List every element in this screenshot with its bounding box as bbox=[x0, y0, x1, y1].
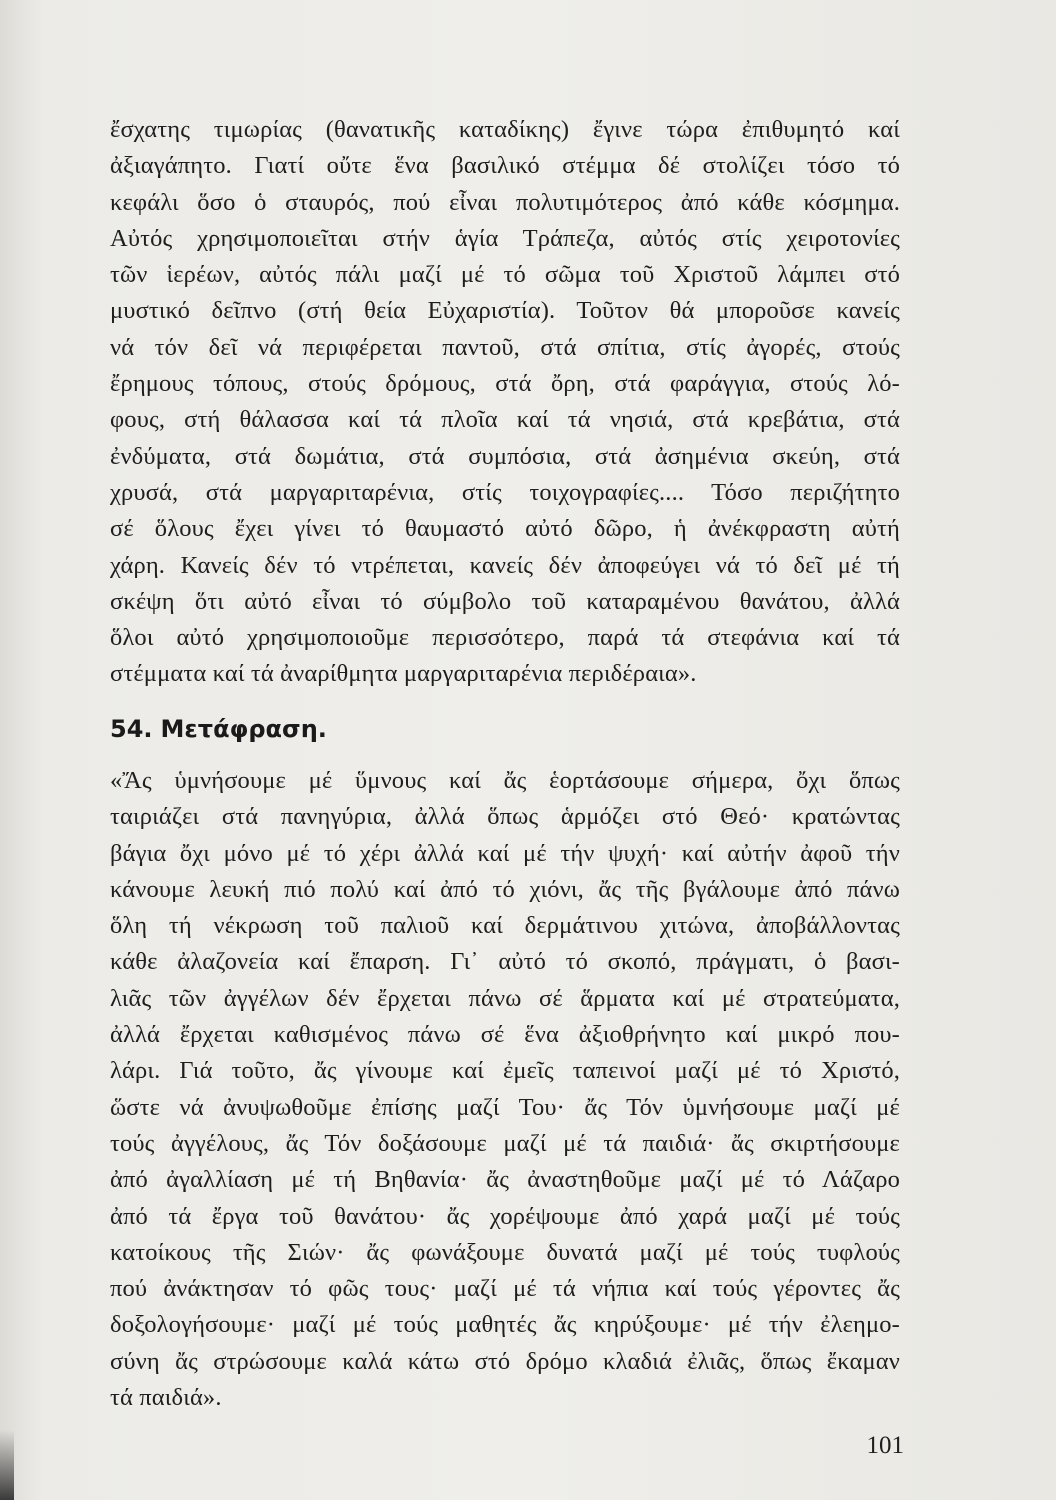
section-number: 54. bbox=[110, 715, 153, 743]
text-line: μυστικό δεῖπνο (στή θεία Εὐχαριστία). Τοῦτον θά μποροῦσε κανείς bbox=[110, 297, 900, 325]
text-line: σύνη ἄς στρώσουμε καλά κάτω στό δρόμο κλαδιά ἐλιᾶς, ὅπως ἔκαμαν bbox=[110, 1347, 900, 1375]
text-line: βάγια ὄχι μόνο μέ τό χέρι ἀλλά καί μέ τήν ψυχή· καί αὐτήν ἀφοῦ τήν bbox=[110, 839, 900, 867]
text-line: ὅλη τή νέκρωση τοῦ παλιοῦ καί δερμάτινου χιτώνα, ἀποβάλλοντας bbox=[110, 912, 900, 940]
page-edge-shadow bbox=[0, 1430, 14, 1500]
text-line: ἔσχατης τιμωρίας (θανατικῆς καταδίκης) ἔγινε τώρα ἐπιθυμητό καί bbox=[110, 116, 900, 143]
text-line: ὅλοι αὐτό χρησιμοποιοῦμε περισσότερο, παρά τά στεφάνια καί τά bbox=[110, 624, 900, 652]
text-line: Αὐτός χρησιμοποιεῖται στήν ἁγία Τράπεζα, αὐτός στίς χειροτονίες bbox=[110, 224, 900, 252]
text-line: δοξολογήσουμε· μαζί μέ τούς μαθητές ἄς κηρύξουμε· μέ τήν ἐλεημο- bbox=[110, 1311, 900, 1339]
text-line: ταιριάζει στά πανηγύρια, ἀλλά ὅπως ἁρμόζει στό Θεό· κρατώντας bbox=[110, 803, 900, 831]
text-line: κατοίκους τῆς Σιών· ἄς φωνάξουμε δυνατά μαζί μέ τούς τυφλούς bbox=[110, 1238, 900, 1266]
text-line: ὥστε νά ἀνυψωθοῦμε ἐπίσης μαζί Του· ἄς Τόν ὑμνήσουμε μαζί μέ bbox=[110, 1093, 900, 1121]
text-line: κάνουμε λευκή πιό πολύ καί ἀπό τό χιόνι, ἄς τῆς βγάλουμε ἀπό πάνω bbox=[110, 875, 900, 903]
text-line: σέ ὅλους ἔχει γίνει τό θαυμαστό αὐτό δῶρο, ἡ ἀνέκφραστη αὐτή bbox=[110, 515, 900, 543]
text-line: ἀξιαγάπητο. Γιατί οὔτε ἕνα βασιλικό στέμμα δέ στολίζει τόσο τό bbox=[110, 152, 900, 180]
section-heading bbox=[110, 714, 327, 744]
text-line: ἐνδύματα, στά δωμάτια, στά συμπόσια, στά ἀσημένια σκεύη, στά bbox=[110, 442, 900, 470]
text-line: λιᾶς τῶν ἀγγέλων δέν ἔρχεται πάνω σέ ἅρματα καί μέ στρατεύματα, bbox=[110, 984, 900, 1012]
text-line: ἀπό ἀγαλλίαση μέ τή Βηθανία· ἄς ἀναστηθοῦμε μαζί μέ τό Λάζαρο bbox=[110, 1166, 900, 1194]
lower-paragraph bbox=[110, 763, 900, 1416]
text-line: φους, στή θάλασσα καί τά πλοῖα καί τά νησιά, στά κρεβάτια, στά bbox=[110, 406, 900, 434]
text-line: κάθε ἀλαζονεία καί ἔπαρση. Γι᾽ αὐτό τό σκοπό, πράγματι, ὁ βασι- bbox=[110, 948, 900, 976]
section-title: Μετάφραση. bbox=[160, 715, 327, 743]
text-line: κεφάλι ὅσο ὁ σταυρός, πού εἶναι πολυτιμότερος ἀπό κάθε κόσμημα. bbox=[110, 188, 900, 216]
text-line: ἀπό τά ἔργα τοῦ θανάτου· ἄς χορέψουμε ἀπό χαρά μαζί μέ τούς bbox=[110, 1202, 900, 1230]
text-line: χρυσά, στά μαργαριταρένια, στίς τοιχογραφίες.... Τόσο περιζήτητο bbox=[110, 478, 900, 506]
text-line: τῶν ἱερέων, αὐτός πάλι μαζί μέ τό σῶμα τοῦ Χριστοῦ λάμπει στό bbox=[110, 261, 900, 289]
text-line: πού ἀνάκτησαν τό φῶς τους· μαζί μέ τά νήπια καί τούς γέροντες ἄς bbox=[110, 1275, 900, 1303]
text-line: ἔρημους τόπους, στούς δρόμους, στά ὄρη, στά φαράγγια, στούς λό- bbox=[110, 370, 900, 398]
text-line: λάρι. Γιά τοῦτο, ἄς γίνουμε καί ἐμεῖς ταπεινοί μαζί μέ τό Χριστό, bbox=[110, 1057, 900, 1085]
text-line: «Ἄς ὑμνήσουμε μέ ὕμνους καί ἄς ἑορτάσουμε σήμερα, ὄχι ὅπως bbox=[110, 767, 900, 794]
text-line: σκέψη ὅτι αὐτό εἶναι τό σύμβολο τοῦ καταραμένου θανάτου, ἀλλά bbox=[110, 587, 900, 615]
text-line: στέμματα καί τά ἀναρίθμητα μαργαριταρένια περιδέραια». bbox=[110, 660, 697, 688]
text-line: ἀλλά ἔρχεται καθισμένος πάνω σέ ἕνα ἀξιοθρήνητο καί μικρό που- bbox=[110, 1021, 900, 1049]
text-line: τούς ἀγγέλους, ἄς Τόν δοξάσουμε μαζί μέ τά παιδιά· ἄς σκιρτήσουμε bbox=[110, 1129, 900, 1157]
upper-paragraph bbox=[110, 112, 900, 693]
text-line: νά τόν δεῖ νά περιφέρεται παντοῦ, στά σπίτια, στίς ἀγορές, στούς bbox=[110, 333, 900, 361]
text-line: τά παιδιά». bbox=[110, 1384, 222, 1412]
page-number: 101 bbox=[866, 1432, 904, 1459]
text-line: χάρη. Κανείς δέν τό ντρέπεται, κανείς δέν ἀποφεύγει νά τό δεῖ μέ τή bbox=[110, 551, 900, 579]
